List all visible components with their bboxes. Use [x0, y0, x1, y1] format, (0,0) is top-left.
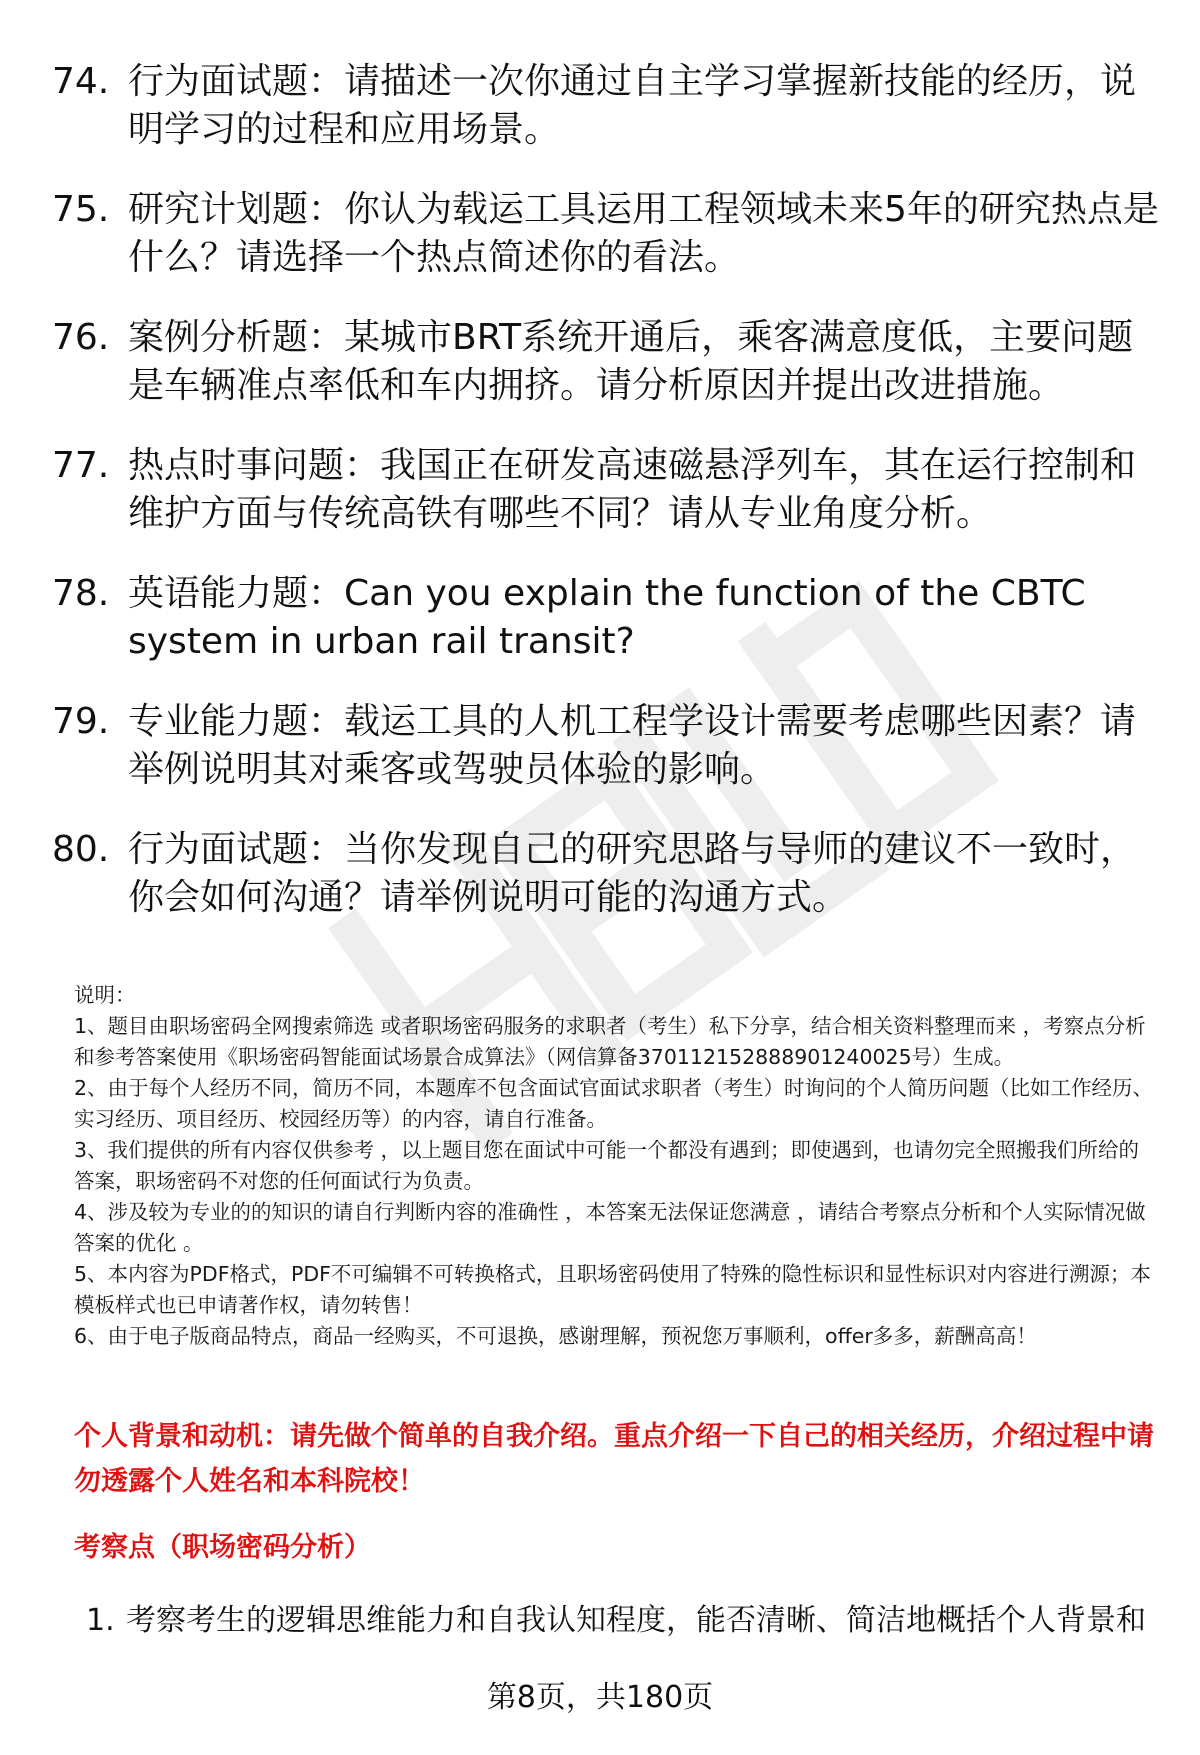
question-item: [52, 826, 1162, 922]
focus-number: 1.: [86, 1603, 115, 1638]
question-number: 75.: [52, 189, 110, 230]
question-text: 行为面试题：请描述一次你通过自主学习掌握新技能的经历，说明学习的过程和应用场景。: [128, 61, 1137, 150]
focus-list-item: [86, 1601, 1166, 1641]
question-text: 行为面试题：当你发现自己的研究思路与导师的建议不一致时，你会如何沟通？请举例说明可能的沟通方式。: [128, 829, 1137, 918]
note-item: 4、涉及较为专业的的知识的请自行判断内容的准确性 ，本答案无法保证您满意 ，请结合考察点分析和个人实际情况做答案的优化 。: [74, 1200, 1146, 1255]
question-text: 研究计划题：你认为载运工具运用工程领域未来5年的研究热点是什么？请选择一个热点简述你的看法。: [128, 189, 1159, 278]
question-item: [52, 442, 1162, 538]
note-item: 6、由于电子版商品特点，商品一经购买，不可退换，感谢理解，预祝您万事顺利，offer多多，薪酬高高！: [74, 1324, 1037, 1348]
notes-title: 说明：: [74, 983, 136, 1007]
question-item: [52, 570, 1162, 666]
question-text: 英语能力题：Can you explain the function of the CBTC system in urban rail transit?: [128, 573, 1086, 662]
question-number: 79.: [52, 701, 110, 742]
page-footer: 第8页，共180页: [486, 1680, 714, 1715]
question-list: [52, 58, 1162, 954]
note-item: 3、我们提供的所有内容仅供参考 ，以上题目您在面试中可能一个都没有遇到；即使遇到，也请勿完全照搬我们所给的答案，职场密码不对您的任何面试行为负责。: [74, 1138, 1140, 1193]
note-item: 2、由于每个人经历不同，简历不同，本题库不包含面试官面试求职者（考生）时询问的个人简历问题（比如工作经历、实习经历、项目经历、校园经历等）的内容，请自行准备。: [74, 1076, 1154, 1131]
question-text: 专业能力题：载运工具的人机工程学设计需要考虑哪些因素？请举例说明其对乘客或驾驶员体验的影响。: [128, 701, 1137, 790]
notes-section: [74, 980, 1154, 1352]
question-item: [52, 314, 1162, 410]
question-number: 77.: [52, 445, 110, 486]
question-number: 80.: [52, 829, 110, 870]
question-item: [52, 58, 1162, 154]
question-number: 74.: [52, 61, 110, 102]
focus-heading: 考察点（职场密码分析）: [74, 1532, 371, 1563]
question-item: [52, 698, 1162, 794]
note-item: 1、题目由职场密码全网搜索筛选 或者职场密码服务的求职者（考生）私下分享，结合相关资料整理而来 ，考察点分析和参考答案使用《职场密码智能面试场景合成算法》（网信算备370112152888901240025号）生成。: [74, 1014, 1146, 1069]
question-text: 案例分析题：某城市BRT系统开通后，乘客满意度低，主要问题是车辆准点率低和车内拥挤。请分析原因并提出改进措施。: [128, 317, 1134, 406]
focus-text: 考察考生的逻辑思维能力和自我认知程度，能否清晰、简洁地概括个人背景和: [126, 1603, 1146, 1638]
question-number: 78.: [52, 573, 110, 614]
background-question: 个人背景和动机：请先做个简单的自我介绍。重点介绍一下自己的相关经历，介绍过程中请勿透露个人姓名和本科院校！: [74, 1421, 1154, 1497]
question-number: 76.: [52, 317, 110, 358]
note-item: 5、本内容为PDF格式，PDF不可编辑不可转换格式，且职场密码使用了特殊的隐性标识和显性标识对内容进行溯源；本模板样式也已申请著作权，请勿转售！: [74, 1262, 1151, 1317]
question-item: [52, 186, 1162, 282]
question-text: 热点时事问题：我国正在研发高速磁悬浮列车，其在运行控制和维护方面与传统高铁有哪些不同？请从专业角度分析。: [128, 445, 1137, 534]
